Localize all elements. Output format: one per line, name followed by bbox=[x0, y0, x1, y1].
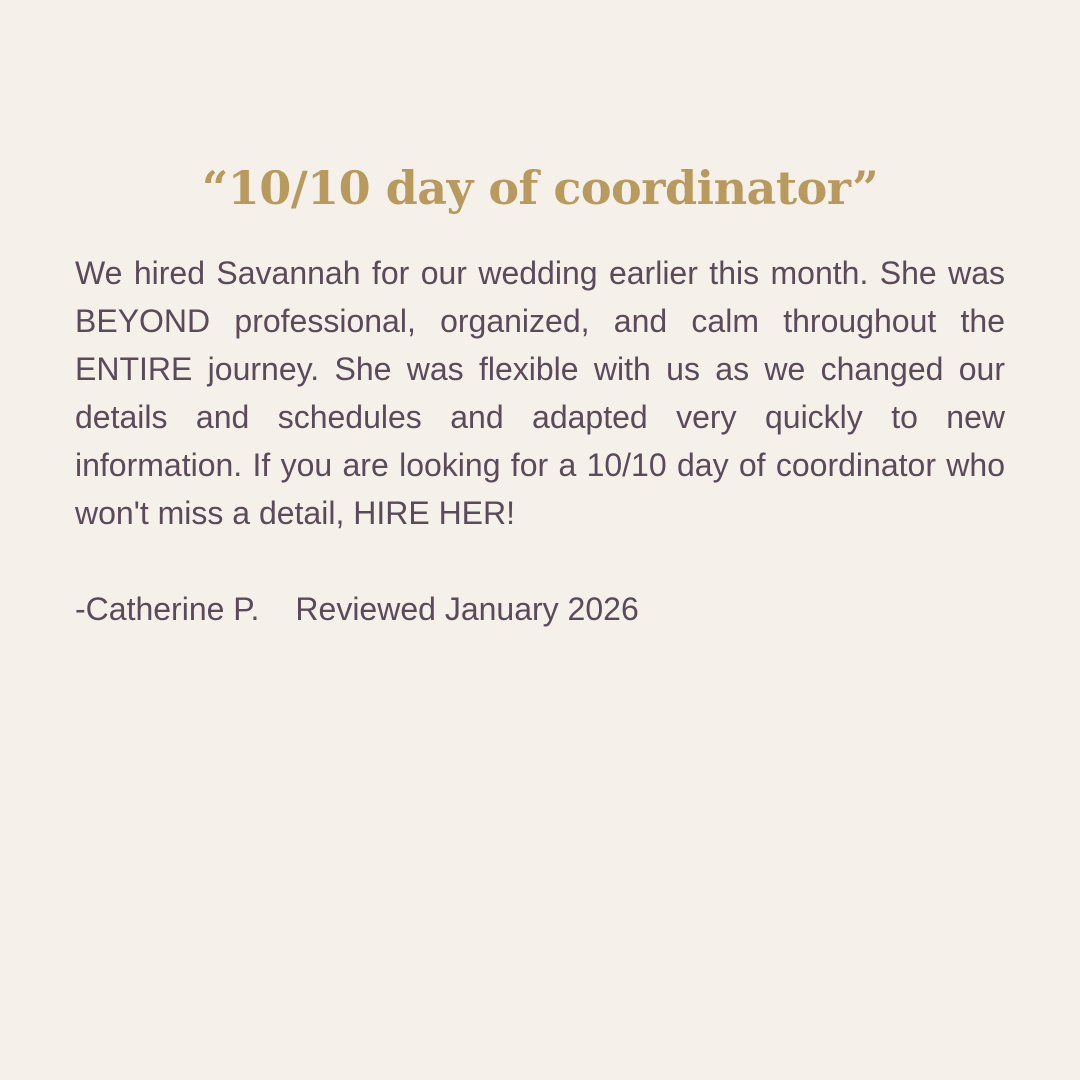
testimonial-signature bbox=[75, 585, 639, 633]
review-date: Reviewed January 2026 bbox=[295, 591, 639, 627]
testimonial-body: We hired Savannah for our wedding earlier this month. She was BEYOND professional, organized, and calm throughout the ENTIRE journey. She was flexible with us as we changed our details and schedules and adapted very quickly to new information. If you are looking for a 10/10 day of coordinator who won't miss a detail, HIRE HER! bbox=[75, 255, 1005, 531]
reviewer-name: -Catherine P. bbox=[75, 591, 260, 627]
testimonial-headline: “10/10 day of coordinator” bbox=[201, 161, 879, 215]
